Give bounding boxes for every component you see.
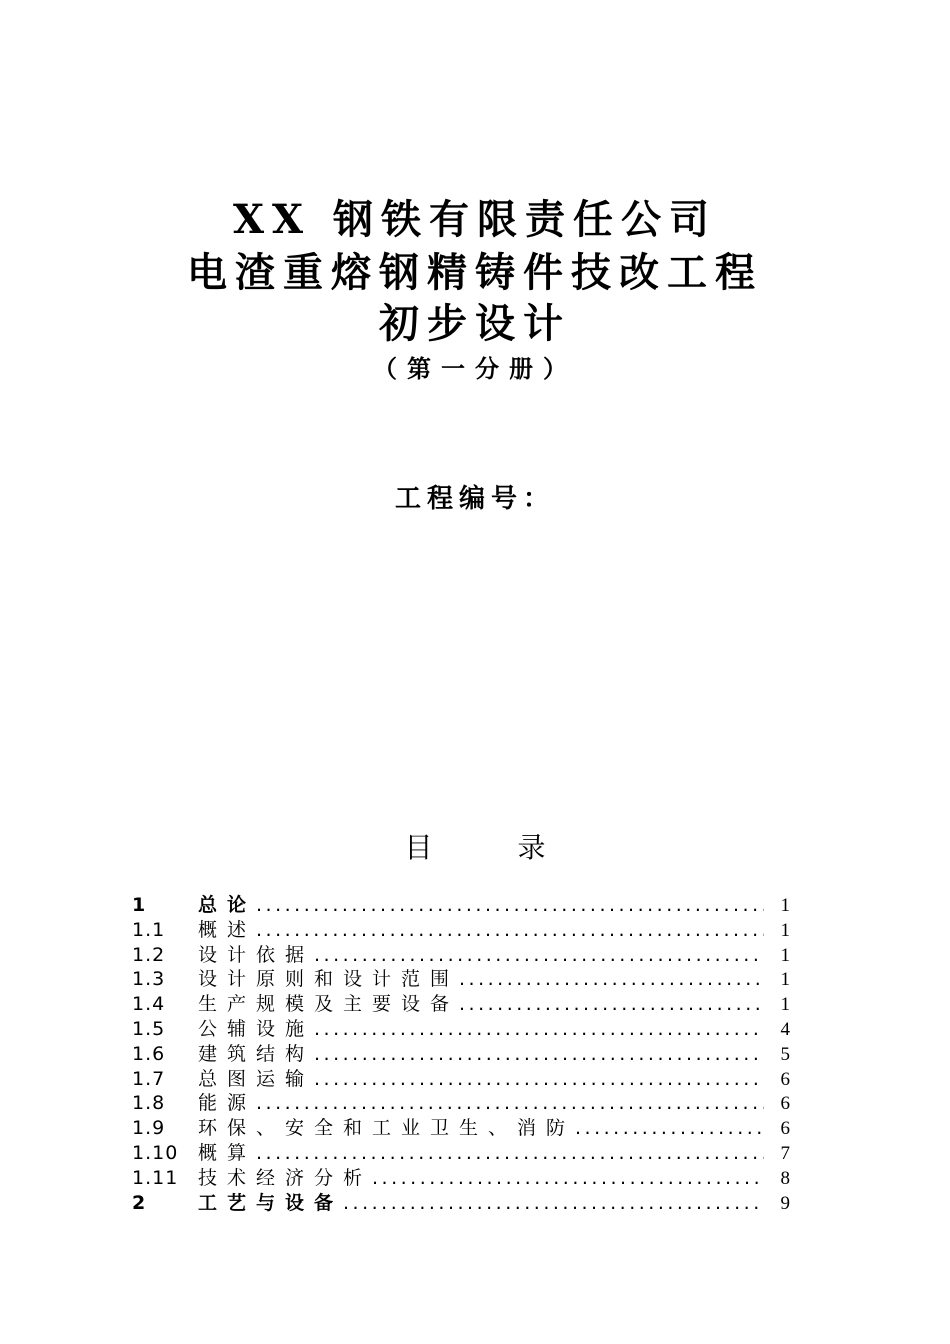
toc-entry-page: 6	[780, 1118, 790, 1140]
volume-label: （第一分册）	[373, 355, 577, 383]
toc-entry-number: 1	[132, 894, 147, 916]
toc-entry[interactable]	[132, 918, 790, 943]
toc-entry-number: 1.6	[132, 1042, 166, 1065]
toc-leader-dots	[256, 1091, 764, 1116]
toc-leader-dots	[314, 1017, 764, 1042]
toc-entry-page: 7	[780, 1142, 790, 1164]
toc-entry-title: 环保、安全和工业卫生、消防	[198, 1117, 576, 1140]
toc-entry[interactable]	[132, 1042, 790, 1067]
toc-entry-title: 概述	[198, 918, 257, 941]
toc-heading	[0, 826, 950, 866]
toc-entry-page: 1	[780, 969, 790, 991]
toc-entry[interactable]	[132, 1067, 790, 1092]
toc-entry[interactable]	[132, 893, 790, 918]
toc-entry-page: 5	[780, 1043, 790, 1065]
company-name: 钢铁有限责任公司	[333, 197, 717, 243]
toc-entry-title: 总图运输	[198, 1067, 315, 1090]
toc-entry-title: 概算	[198, 1141, 257, 1164]
toc-entry-title: 生产规模及主要设备	[198, 993, 460, 1016]
toc-leader-dots	[256, 918, 764, 943]
company-prefix: XX	[232, 196, 312, 243]
toc-entry-number: 1.4	[132, 993, 166, 1016]
project-number-label: 工程编号：	[394, 484, 555, 514]
toc-leader-dots	[343, 1191, 764, 1216]
toc-entry-title: 设计原则和设计范围	[198, 968, 460, 991]
project-title: 电渣重熔钢精铸件技改工程	[187, 250, 763, 296]
toc-entry-number: 1.3	[132, 968, 166, 991]
toc-entry-page: 1	[780, 919, 790, 941]
toc-entry[interactable]	[132, 1091, 790, 1116]
toc-entry-title: 能源	[198, 1092, 257, 1115]
toc-entry-page: 1	[780, 895, 790, 916]
toc-entry[interactable]	[132, 967, 790, 992]
design-stage-title: 初步设计	[379, 301, 571, 347]
toc-leader-dots	[256, 893, 764, 918]
toc-entry-page: 6	[780, 1068, 790, 1090]
toc-leader-dots	[372, 1166, 764, 1191]
toc-entry[interactable]	[132, 1017, 790, 1042]
toc-entry-number: 1.11	[132, 1166, 179, 1189]
toc-entry-title: 公辅设施	[198, 1017, 315, 1040]
toc-leader-dots	[314, 1042, 764, 1067]
toc-entry-page: 8	[780, 1167, 790, 1189]
table-of-contents	[132, 893, 790, 1215]
toc-leader-dots	[256, 1141, 764, 1166]
toc-entry-number: 1.9	[132, 1117, 166, 1140]
toc-entry-page: 1	[780, 944, 790, 966]
toc-leader-dots	[575, 1116, 764, 1141]
toc-entry[interactable]	[132, 1141, 790, 1166]
toc-entry[interactable]	[132, 943, 790, 968]
toc-entry-number: 1.1	[132, 918, 166, 941]
toc-entry[interactable]	[132, 1116, 790, 1141]
toc-entry-title: 技术经济分析	[198, 1166, 373, 1189]
toc-leader-dots	[459, 992, 764, 1017]
toc-entry-page: 6	[780, 1093, 790, 1115]
toc-entry[interactable]	[132, 1191, 790, 1216]
toc-entry-number: 2	[132, 1191, 147, 1214]
toc-entry-page: 4	[780, 1018, 790, 1040]
toc-entry[interactable]	[132, 992, 790, 1017]
company-title	[0, 194, 950, 246]
toc-leader-dots	[314, 1067, 764, 1092]
toc-entry-title: 建筑结构	[198, 1042, 315, 1065]
toc-entry-title: 工艺与设备	[198, 1191, 344, 1214]
toc-entry-page: 1	[780, 994, 790, 1016]
toc-entry-number: 1.10	[132, 1141, 179, 1164]
toc-leader-dots	[314, 943, 764, 968]
toc-entry-page: 9	[780, 1192, 790, 1214]
toc-entry-number: 1.5	[132, 1017, 166, 1040]
toc-heading-left: 目	[404, 831, 433, 864]
toc-entry-number: 1.7	[132, 1067, 166, 1090]
toc-entry[interactable]	[132, 1166, 790, 1191]
toc-entry-number: 1.8	[132, 1092, 166, 1115]
toc-heading-right: 录	[517, 831, 546, 864]
toc-entry-title: 设计依据	[198, 943, 315, 966]
toc-entry-title: 总论	[198, 894, 257, 916]
toc-entry-number: 1.2	[132, 943, 166, 966]
toc-leader-dots	[459, 967, 764, 992]
